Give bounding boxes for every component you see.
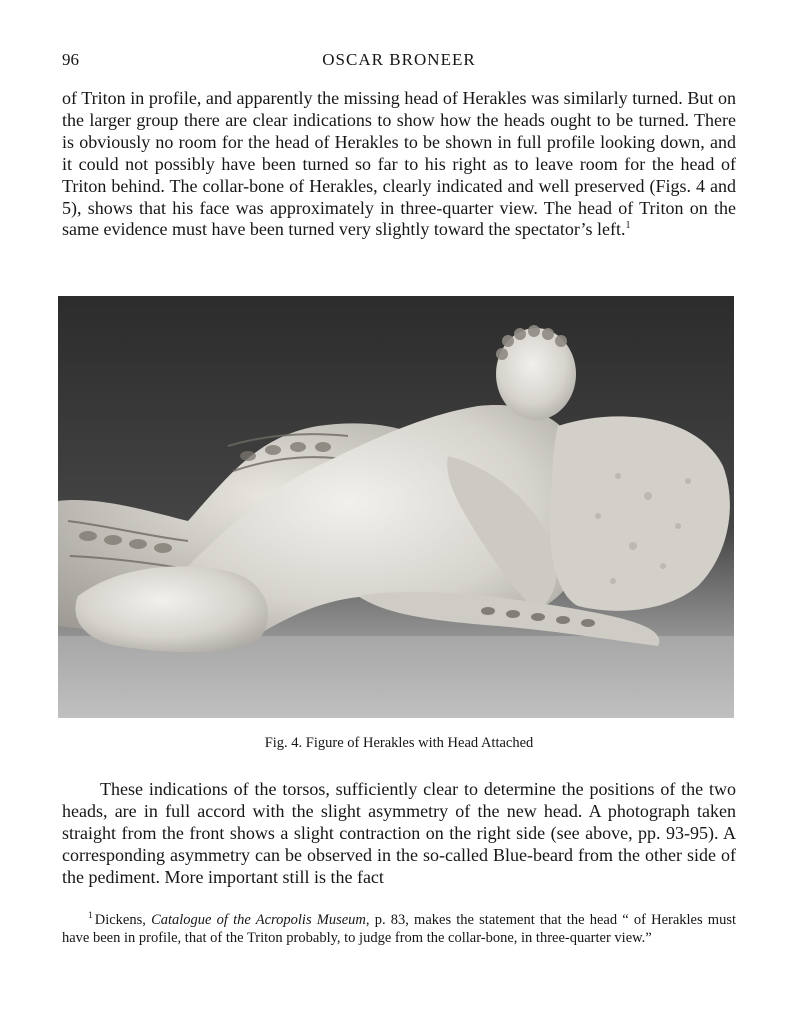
body-paragraph-1 [62, 88, 736, 241]
footnote-title-italic: Catalogue of the Acropolis Museum [151, 912, 366, 928]
body-paragraph-2: These indications of the torsos, sufficiently clear to determine the positions of the two heads, are in full accord with the slight asymmetry of the new head. A photograph taken straight from the front shows a slight contraction on the right side (see above, pp. 93-95). A corresponding asymmetry can be observed in the so-called Blue-beard from the other side of the pediment. More important still is the fact [62, 779, 736, 887]
running-head [62, 50, 736, 72]
footnote-text-before: Dickens, [94, 912, 152, 928]
sculpture-photo-illustration [58, 296, 734, 718]
footnote-reference[interactable]: 1 [625, 220, 631, 232]
page-number: 96 [62, 50, 79, 69]
paragraph-1-text: of Triton in profile, and apparently the missing head of Herakles was similarly turned. But on the larger group there are clear indications to show how the heads ought to be turned. There is obviously no room for the head of Herakles to be shown in full profile looking down, and it could not possibly have been turned so far to his right as to leave room for the head of Triton behind. The collar-bone of Herakles, clearly indicated and well preserved (Figs. 4 and 5), shows that his face was approximately in three-quarter view. The head of Triton on the same evidence must have been turned very slightly toward the spectator’s left. [62, 88, 736, 240]
footnote-text-after: , p. 83, makes the statement that the head “ of Herakles must have been in profile, that of the Triton probably, to judge from the collar-bone, in three-quarter view.” [62, 912, 737, 946]
footnote [62, 911, 736, 947]
footnote-marker: 1 [88, 911, 93, 922]
figure-caption: Fig. 4. Figure of Herakles with Head Attached [264, 735, 534, 751]
running-title: OSCAR BRONEER [322, 50, 476, 69]
figure-4-photograph [58, 296, 734, 718]
